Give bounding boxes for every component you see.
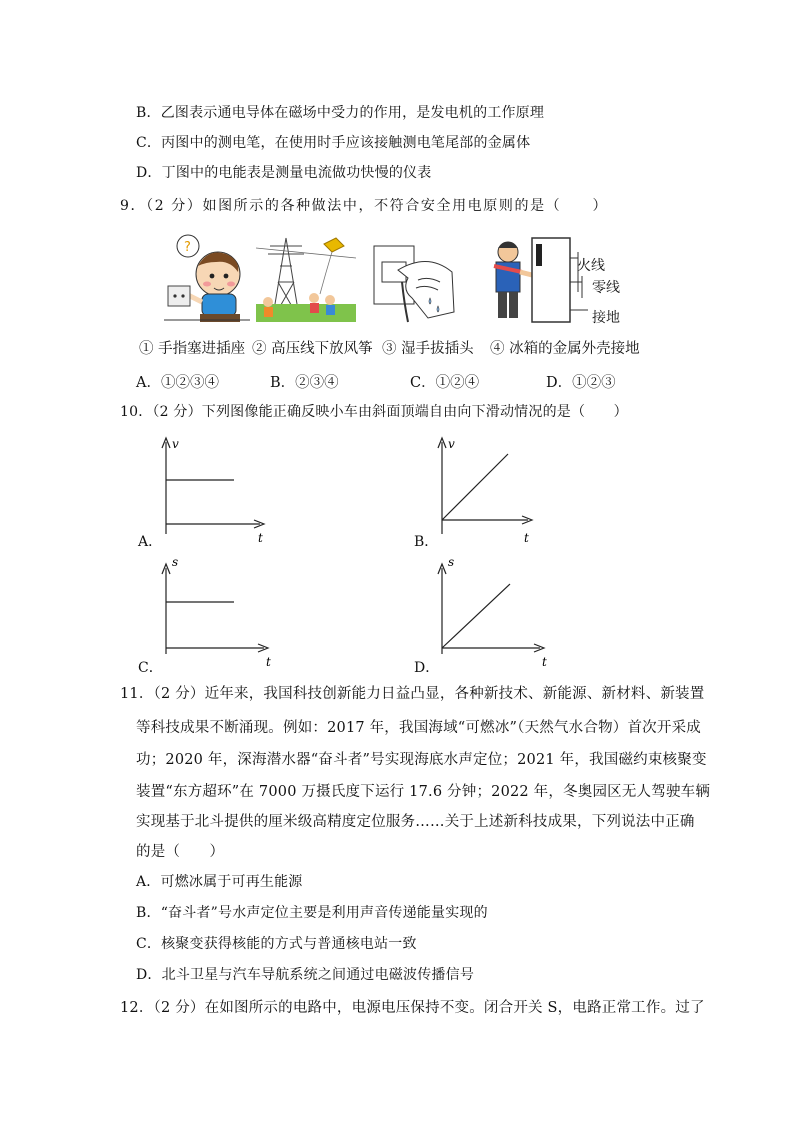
caption-2: ② 高压线下放风筝 (252, 341, 373, 357)
question-10-stem: 10．（2 分）下列图像能正确反映小车由斜面顶端自由向下滑动情况的是（ ） (120, 404, 628, 420)
q11-option-c: C．核聚变获得核能的方式与普通核电站一致 (136, 936, 417, 952)
svg-text:?: ? (184, 240, 191, 255)
question-11-line-4: 装置“东方超环”在 7000 万摄氏度下运行 17.6 分钟；2022 年，冬奥园区无人驾驶车辆 (136, 784, 711, 800)
question-12-stem: 12．（2 分）在如图所示的电路中，电源电压保持不变。闭合开关 S，电路正常工作。过了 (120, 1000, 705, 1016)
graph-d (432, 558, 562, 670)
graph-b-line (442, 454, 508, 520)
q9-option-c: C．①②④ (410, 375, 480, 391)
neutral-line-label: 零线 (592, 280, 620, 296)
graph-d-x-label: t (542, 655, 547, 669)
question-11-line-1: 11．（2 分）近年来，我国科技创新能力日益凸显，各种新技术、新能源、新材料、新装置 (120, 686, 705, 702)
question-11-line-3: 功；2020 年，深海潜水器“奋斗者”号实现海底水声定位；2021 年，我国磁约束核聚变 (136, 752, 707, 768)
graph-a-x-label: t (258, 531, 263, 545)
graph-d-line (442, 584, 510, 648)
option-b-prev: B．乙图表示通电导体在磁场中受力的作用，是发电机的工作原理 (136, 105, 545, 121)
caption-1: ① 手指塞进插座 (139, 341, 246, 357)
graph-b (432, 434, 552, 546)
graph-d-y-label: s (448, 558, 455, 569)
graph-c (156, 558, 286, 670)
wet-hand-plug-picture (368, 232, 460, 324)
question-9-stem: 9．（2 分）如图所示的各种做法中，不符合安全用电原则的是（ ） (120, 198, 609, 214)
question-11-line-6: 的是（ ） (136, 844, 225, 860)
q9-option-d: D．①②③ (546, 375, 616, 391)
graph-c-label: C． (138, 660, 163, 676)
question-11-line-5: 实现基于北斗提供的厘米级高精度定位服务……关于上述新科技成果，下列说法中正确 (136, 814, 695, 830)
kite-powerline-picture (256, 232, 356, 324)
graph-a-y-label: v (172, 437, 179, 451)
q9-option-b: B．②③④ (270, 375, 339, 391)
q11-option-a: A．可燃冰属于可再生能源 (136, 874, 303, 890)
ground-line-label: 接地 (592, 310, 620, 326)
q11-option-d: D．北斗卫星与汽车导航系统之间通过电磁波传播信号 (136, 967, 475, 983)
caption-3: ③ 湿手拔插头 (382, 341, 474, 357)
graph-c-x-label: t (266, 655, 271, 669)
graph-b-label: B． (414, 534, 439, 550)
child-socket-picture (160, 232, 252, 324)
graph-b-y-label: v (448, 437, 455, 451)
option-c-prev: C．丙图中的测电笔，在使用时手应该接触测电笔尾部的金属体 (136, 135, 531, 151)
graph-a-label: A． (138, 534, 163, 550)
option-d-prev: D．丁图中的电能表是测量电流做功快慢的仪表 (136, 165, 432, 181)
fire-line-label: 火线 (577, 258, 605, 274)
graph-b-x-label: t (524, 531, 529, 545)
question-9-options (136, 371, 616, 392)
q9-option-a: A．①②③④ (136, 375, 219, 391)
question-11-line-2: 等科技成果不断涌现。例如：2017 年，我国海域“可燃冰”（天然气水合物）首次开采成 (136, 720, 701, 736)
graph-d-label: D． (414, 660, 440, 676)
graph-a (156, 434, 276, 546)
caption-4: ④ 冰箱的金属外壳接地 (490, 341, 640, 357)
q11-option-b: B．“奋斗者”号水声定位主要是利用声音传递能量实现的 (136, 905, 488, 921)
graph-c-y-label: s (172, 558, 179, 569)
